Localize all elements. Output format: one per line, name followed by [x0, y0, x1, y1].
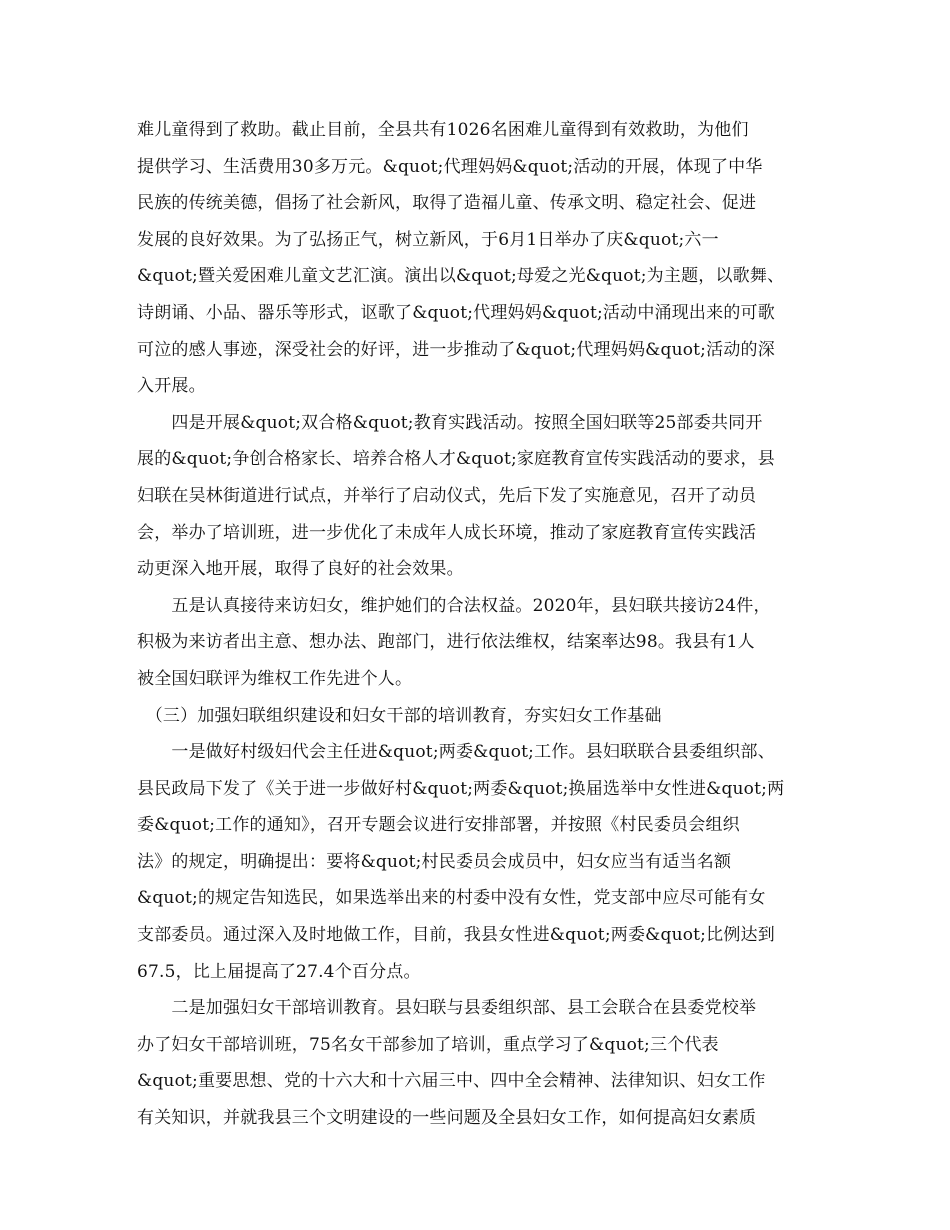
text-line: 四是开展&quot;双合格&quot;教育实践活动。按照全国妇联等25部委共同开 [137, 412, 763, 433]
text-line: 发展的良好效果。为了弘扬正气，树立新风，于6月1日举办了庆&quot;六一 [137, 229, 719, 250]
text-line: 县民政局下发了《关于进一步做好村&quot;两委&quot;换届选举中女性进&quot;两 [137, 778, 785, 799]
text-line: 有关知识，并就我县三个文明建设的一些问题及全县妇女工作，如何提高妇女素质 [137, 1108, 757, 1129]
text-line: 办了妇女干部培训班，75名女干部参加了培训，重点学习了&quot;三个代表 [137, 1034, 719, 1055]
text-line: 会，举办了培训班，进一步优化了未成年人成长环境，推动了家庭教育宣传实践活 [137, 522, 757, 543]
text-line: 被全国妇联评为维权工作先进个人。 [137, 668, 413, 689]
text-line: 五是认真接待来访妇女，维护她们的合法权益。2020年，县妇联共接访24件， [137, 595, 771, 616]
text-line: 一是做好村级妇代会主任进&quot;两委&quot;工作。县妇联联合县委组织部、 [137, 742, 775, 763]
text-line: &quot;暨关爱困难儿童文艺汇演。演出以&quot;母爱之光&quot;为主题，以歌舞、 [137, 266, 785, 287]
text-line: 委&quot;工作的通知》，召开专题会议进行安排部署，并按照《村民委员会组织 [137, 815, 740, 836]
text-line: 积极为来访者出主意、想办法、跑部门，进行依法维权，结案率达98。我县有1人 [137, 632, 755, 653]
text-line: 难儿童得到了救助。截止目前，全县共有1026名困难儿童得到有效救助，为他们 [137, 120, 749, 140]
text-line: 动更深入地开展，取得了良好的社会效果。 [137, 559, 464, 580]
text-line: 可泣的感人事迹，深受社会的好评，进一步推动了&quot;代理妈妈&quot;活动的深 [137, 339, 775, 360]
text-line: 展的&quot;争创合格家长、培养合格人才&quot;家庭教育宣传实践活动的要求，县 [137, 449, 775, 470]
text-line: 二是加强妇女干部培训教育。县妇联与县委组织部、县工会联合在县委党校举 [137, 998, 757, 1019]
text-line: 67.5，比上届提高了27.4个百分点。 [137, 961, 421, 982]
text-line: &quot;重要思想、党的十六大和十六届三中、四中全会精神、法律知识、妇女工作 [137, 1071, 766, 1092]
text-line: 入开展。 [137, 376, 206, 397]
text-line: 提供学习、生活费用30多万元。&quot;代理妈妈&quot;活动的开展，体现了中华 [137, 156, 763, 177]
text-line: 支部委员。通过深入及时地做工作，目前，我县女性进&quot;两委&quot;比例达到 [137, 925, 775, 946]
text-line: 法》的规定，明确提出：要将&quot;村民委员会成员中，妇女应当有适当名额 [137, 851, 732, 872]
text-line: 诗朗诵、小品、器乐等形式，讴歌了&quot;代理妈妈&quot;活动中涌现出来的可歌 [137, 302, 775, 323]
body-text [137, 112, 817, 1137]
text-line: 民族的传统美德，倡扬了社会新风，取得了造福儿童、传承文明、稳定社会、促进 [137, 193, 757, 214]
text-line: &quot;的规定告知选民，如果选举出来的村委中没有女性，党支部中应尽可能有女 [137, 888, 766, 909]
text-line: 妇联在吴林街道进行试点，并举行了启动仪式，先后下发了实施意见，召开了动员 [137, 485, 757, 506]
section-heading: （三）加强妇联组织建设和妇女干部的培训教育，夯实妇女工作基础 [137, 705, 662, 726]
